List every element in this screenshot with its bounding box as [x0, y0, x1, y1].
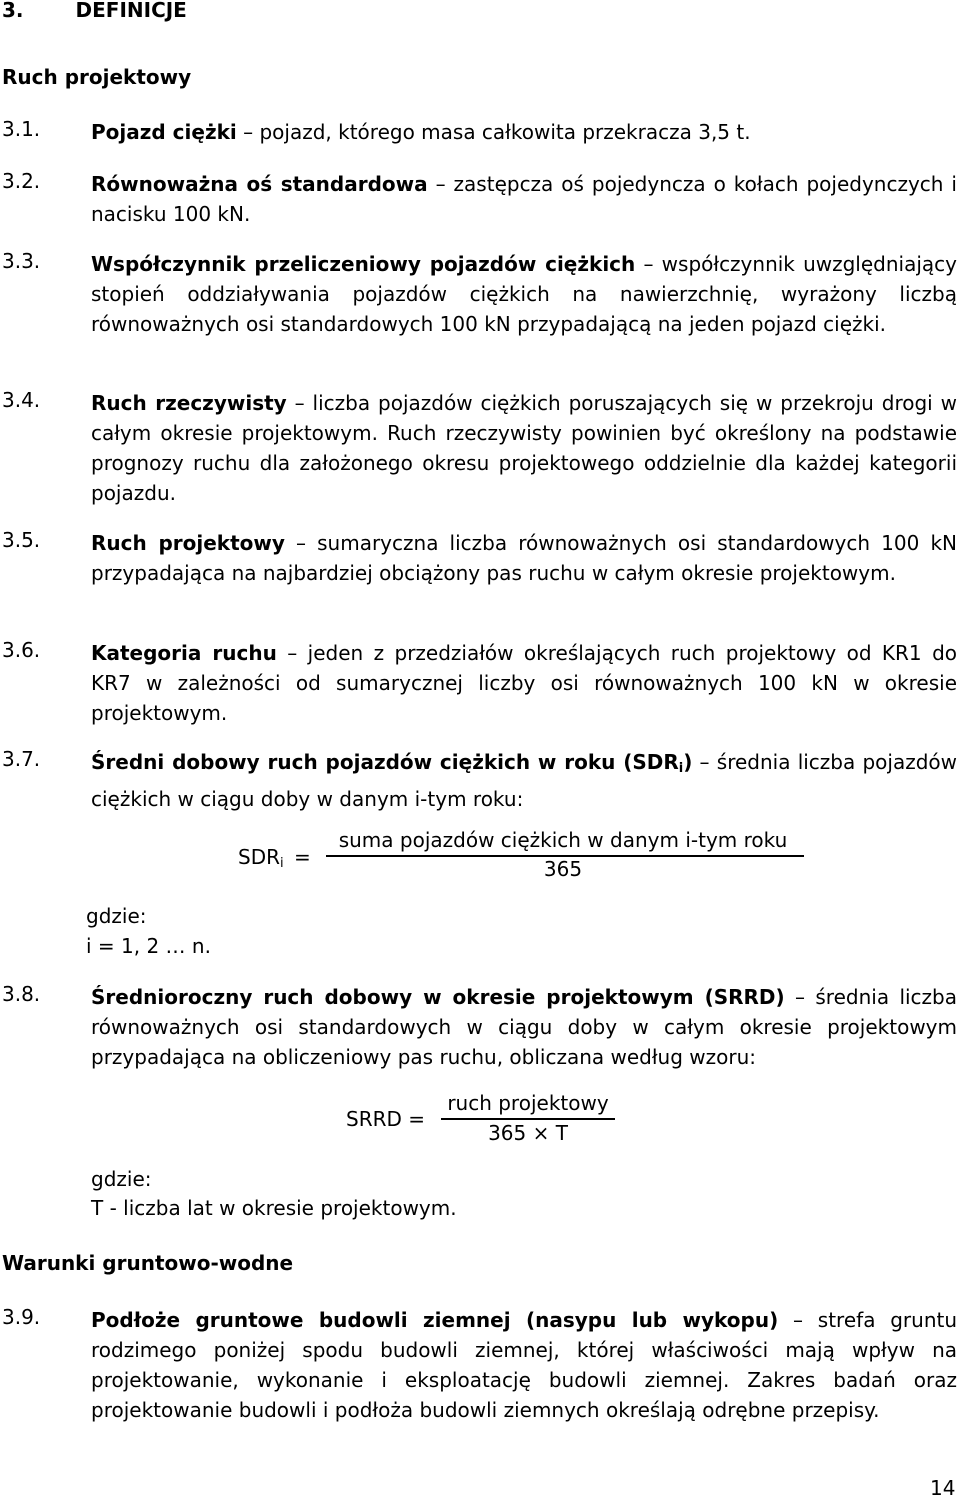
definition-body: Współczynnik przeliczeniowy pojazdów ciężkich – współczynnik uwzględniający stopień oddziaływania pojazdów ciężkich na nawierzchnię, wyrażony liczbą równoważnych osi standardowych 100 kN przypadającą na jeden pojazd ciężki.	[91, 252, 957, 336]
definition-text: średnia liczba równoważnych osi standardowych w ciągu doby w całym okresie projektowym przypadająca na obliczeniowy pas ruchu, obliczana według wzoru:	[91, 985, 958, 1069]
definition-text: liczba pojazdów ciężkich poruszających się w przekroju drogi w całym okresie projektowym. Ruch rzeczywisty powinien być określony na podstawie prognozy ruchu dla założonego okresu projektowego oddzielnie dla każdej kategorii pojazdu.	[91, 391, 957, 505]
definition-body: Równoważna oś standardowa – zastępcza oś pojedyncza o kołach pojedynczych i nacisku 100 kN.	[91, 172, 957, 226]
where-text: T - liczba lat w okresie projektowym.	[91, 1196, 457, 1220]
definition-text: strefa gruntu rodzimego poniżej spodu budowli ziemnej, której właściwości mają wpływ na projektowanie, wykonanie i eksploatację budowli ziemnej. Zakres badań oraz projektowanie budowli i podłoża budowli ziemnych określają odrębne przepisy.	[91, 1308, 958, 1422]
definition-body: Kategoria ruchu – jeden z przedziałów określających ruch projektowy od KR1 do KR7 w zależności od sumarycznej liczby osi równoważnych 100 kN w okresie projektowym.	[91, 641, 957, 725]
definition-body: Średnioroczny ruch dobowy w okresie projektowym (SRRD) – średnia liczba równoważnych osi standardowych w ciągu doby w całym okresie projektowym przypadająca na obliczeniowy pas ruchu, obliczana według wzoru:	[91, 985, 958, 1069]
definition-text: pojazd, którego masa całkowita przekracza 3,5 t.	[259, 120, 751, 144]
definition-body: Średni dobowy ruch pojazdów ciężkich w roku $(SDR_i)$ – średnia liczba pojazdów ciężkich w ciągu doby w danym i-tym roku:	[91, 750, 957, 811]
definition-term: Ruch rzeczywisty	[91, 391, 287, 415]
definition-term: Podłoże gruntowe budowli ziemnej (nasypu lub wykopu)	[91, 1308, 779, 1332]
definition-term: Pojazd ciężki	[91, 120, 237, 144]
definition-term: Średni dobowy ruch pojazdów ciężkich w roku $(SDR_i)$	[91, 750, 693, 776]
section-heading	[2, 0, 187, 22]
subheading-ruch-projektowy: Ruch projektowy	[2, 65, 192, 89]
definition-term: Ruch projektowy	[91, 531, 285, 555]
definition-number: 3.8.	[2, 982, 41, 1006]
definition-text: zastępcza oś pojedyncza o kołach pojedynczych i nacisku 100 kN.	[91, 172, 957, 226]
definition-number: 3.9.	[2, 1305, 41, 1329]
formula-denominator: 365	[543, 857, 583, 881]
formula-numerator: ruch projektowy	[447, 1091, 609, 1115]
definition-term: Równoważna oś standardowa	[91, 172, 428, 196]
where-label: gdzie:	[86, 904, 147, 928]
fraction-line	[441, 1118, 615, 1120]
definition-text: współczynnik uwzględniający stopień oddziaływania pojazdów ciężkich na nawierzchnię, wyrażony liczbą równoważnych osi standardowych 100 kN przypadającą na jeden pojazd ciężki.	[91, 252, 957, 336]
formula-lhs: $SDR_i$ =	[238, 845, 311, 871]
definition-text: średnia liczba pojazdów ciężkich w ciągu doby w danym i-tym roku:	[91, 750, 957, 811]
formula-denominator: 365 × T	[488, 1121, 568, 1145]
definition-term: Kategoria ruchu	[91, 641, 277, 665]
page-number: 14	[930, 1476, 956, 1500]
section-title: DEFINICJE	[75, 0, 187, 22]
where-text: i = 1, 2 … n.	[86, 934, 211, 958]
definition-number: 3.6.	[2, 638, 41, 662]
definition-text: jeden z przedziałów określających ruch projektowy od KR1 do KR7 w zależności od sumarycznej liczby osi równoważnych 100 kN w okresie projektowym.	[91, 641, 957, 725]
definition-body: Pojazd ciężki – pojazd, którego masa całkowita przekracza 3,5 t.	[91, 120, 751, 144]
definition-number: 3.4.	[2, 388, 41, 412]
definition-text: sumaryczna liczba równoważnych osi standardowych 100 kN przypadająca na najbardziej obciążony pas ruchu w całym okresie projektowym.	[91, 531, 957, 585]
subheading-warunki-gruntowo-wodne: Warunki gruntowo-wodne	[2, 1251, 294, 1275]
where-label: gdzie:	[91, 1167, 152, 1191]
definition-body: Podłoże gruntowe budowli ziemnej (nasypu lub wykopu) – strefa gruntu rodzimego poniżej spodu budowli ziemnej, której właściwości mają wpływ na projektowanie, wykonanie i eksploatację budowli ziemnej. Zakres badań oraz projektowanie budowli i podłoża budowli ziemnych określają odrębne przepisy.	[91, 1308, 958, 1422]
formula-lhs: SRRD =	[346, 1107, 426, 1131]
definition-body: Ruch projektowy – sumaryczna liczba równoważnych osi standardowych 100 kN przypadająca na najbardziej obciążony pas ruchu w całym okresie projektowym.	[91, 531, 957, 585]
section-number: 3.	[2, 0, 24, 22]
definition-number: 3.2.	[2, 169, 41, 193]
definition-number: 3.7.	[2, 747, 41, 771]
definition-term: Średnioroczny ruch dobowy w okresie projektowym (SRRD)	[91, 985, 785, 1009]
definition-body: Ruch rzeczywisty – liczba pojazdów ciężkich poruszających się w przekroju drogi w całym okresie projektowym. Ruch rzeczywisty powinien być określony na podstawie prognozy ruchu dla założonego okresu projektowego oddzielnie dla każdej kategorii pojazdu.	[91, 391, 957, 505]
definition-number: 3.3.	[2, 249, 41, 273]
definition-number: 3.1.	[2, 117, 41, 141]
definition-term: Współczynnik przeliczeniowy pojazdów ciężkich	[91, 252, 636, 276]
formula-numerator: suma pojazdów ciężkich w danym i-tym roku	[338, 828, 788, 852]
definition-number: 3.5.	[2, 528, 41, 552]
